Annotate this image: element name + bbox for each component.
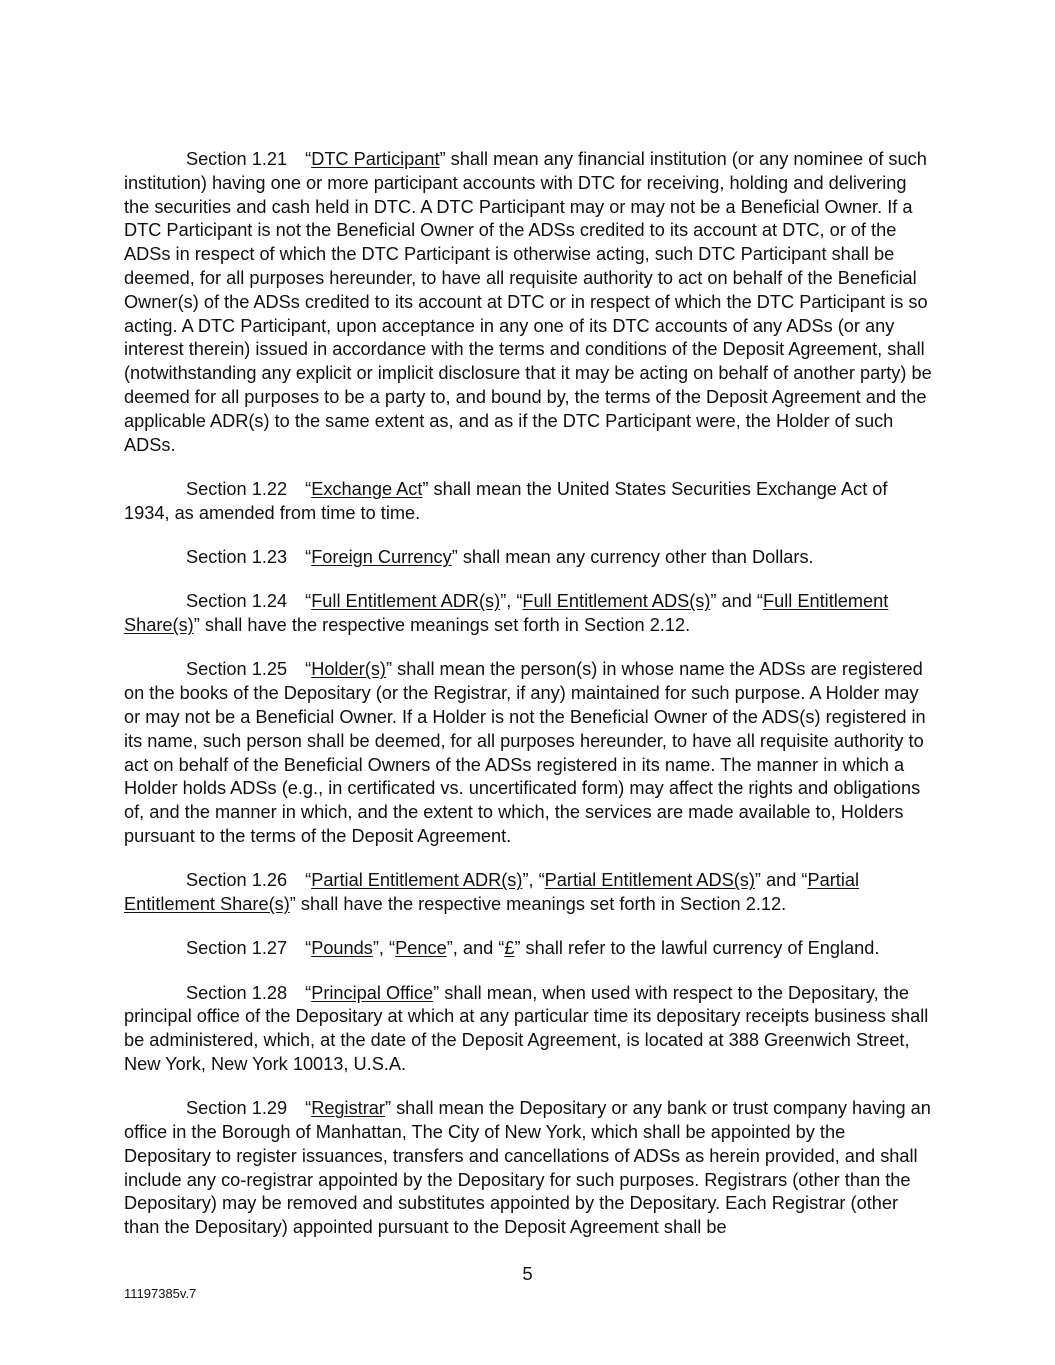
section-1-24 [124, 590, 936, 638]
section-text: shall mean any currency other than Dollars. [457, 546, 814, 567]
defined-term: Full Entitlement Share(s) [124, 591, 889, 636]
section-1-21 [124, 148, 936, 457]
close-quote: ” [385, 659, 393, 680]
section-1-22 [124, 478, 936, 526]
section-number: Section 1.25 [186, 659, 288, 680]
defined-term: Partial Entitlement ADS(s) [544, 870, 755, 891]
close-quote: ” [433, 982, 440, 1003]
term-separator: ”, “ [522, 870, 545, 891]
section-1-26 [124, 869, 936, 917]
close-quote: ” [193, 615, 200, 636]
defined-term: Partial Entitlement Share(s) [124, 870, 860, 915]
defined-term: Full Entitlement ADS(s) [522, 591, 711, 612]
open-quote: “ [305, 149, 312, 169]
section-1-25 [124, 658, 936, 848]
open-quote: “ [305, 982, 312, 1003]
section-number: Section 1.27 [186, 938, 288, 959]
open-quote: “ [305, 938, 312, 959]
term-separator: ” and “ [710, 591, 763, 612]
open-quote: “ [305, 478, 312, 499]
section-text: shall mean, when used with respect to the Depositary, the principal office of the Depositary at which at any particular time its depositary receipts business shall be administered, which, at the date of the Deposit Agreement, is located at 388 Greenwich Street, New York, New York 10013, U.S.A. [124, 982, 929, 1074]
section-text: shall have the respective meanings set forth in Section 2.12. [199, 615, 691, 636]
defined-term: Partial Entitlement ADR(s) [311, 870, 523, 891]
defined-term: Exchange Act [311, 478, 423, 499]
section-number: Section 1.24 [186, 591, 288, 612]
close-quote: ” [289, 894, 296, 915]
defined-term: Holder(s) [311, 659, 386, 680]
section-text: shall mean the United States Securities Exchange Act of 1934, as amended from time to time. [124, 478, 888, 523]
section-number: Section 1.28 [186, 982, 288, 1003]
section-text: shall mean the person(s) in whose name the ADSs are registered on the books of the Depositary (or the Registrar, if any) maintained for such purpose. A Holder may or may not be a Beneficial Owner. If a Holder is not the Beneficial Owner of the ADS(s) registered in its name, such person shall be deemed, for all purposes hereunder, to have all requisite authority to act on behalf of the Beneficial Owners of the ADSs registered in its name. The manner in which a Holder holds ADSs (e.g., in certificated vs. uncertificated form) may affect the rights and obligations of, and the manner in which, and the extent to which, the services are made available to, Holders pursuant to the terms of the Deposit Agreement. [124, 659, 926, 846]
term-separator: ”, “ [372, 938, 396, 959]
section-number: Section 1.26 [186, 870, 288, 891]
section-text: shall refer to the lawful currency of England. [520, 938, 880, 959]
section-text: shall mean the Depositary or any bank or trust company having an office in the Borough of Manhattan, The City of New York, which shall be appointed by the Depositary to register issuances, transfers and cancellations of ADSs as herein provided, and shall include any co-registrar appointed by the Depositary for such purposes. Registrars (other than the Depositary) may be removed and substitutes appointed by the Depositary. Each Registrar (other than the Depositary) appointed pursuant to the Deposit Agreement shall be [124, 1098, 931, 1238]
term-separator: ”, and “ [446, 938, 505, 959]
section-text: shall have the respective meanings set forth in Section 2.12. [295, 894, 787, 915]
page-number: 5 [522, 1263, 533, 1284]
section-number: Section 1.23 [186, 546, 288, 567]
section-1-27 [124, 937, 936, 961]
section-number: Section 1.29 [186, 1098, 288, 1119]
section-number: Section 1.22 [186, 478, 288, 499]
open-quote: “ [305, 870, 312, 891]
document-id: 11197385v.7 [124, 1286, 197, 1301]
section-number: Section 1.21 [186, 149, 288, 169]
close-quote: ” [422, 478, 429, 499]
defined-term: Full Entitlement ADR(s) [311, 591, 501, 612]
defined-term: Principal Office [311, 982, 434, 1003]
defined-term: Registrar [311, 1098, 385, 1119]
section-1-23 [124, 546, 936, 570]
defined-term: DTC Participant [311, 149, 440, 169]
defined-term: Foreign Currency [311, 546, 452, 567]
close-quote: ” [451, 546, 458, 567]
defined-term: Pounds [311, 938, 373, 959]
close-quote: ” [439, 149, 446, 169]
section-1-29 [124, 1097, 936, 1240]
open-quote: “ [305, 1098, 312, 1119]
document-body [124, 148, 936, 1261]
section-1-28 [124, 982, 936, 1077]
section-text: shall mean any financial institution (or any nominee of such institution) having one or more participant accounts with DTC for receiving, holding and delivering the securities and cash held in DTC. A DTC Participant may or may not be a Beneficial Owner. If a DTC Participant is not the Beneficial Owner of the ADSs credited to its account at DTC, or of the ADSs in respect of which the DTC Participant is otherwise acting, such DTC Participant shall be deemed, for all purposes hereunder, to have all requisite authority to act on behalf of the Beneficial Owner(s) of the ADSs credited to its account at DTC or in respect of which the DTC Participant is so acting. A DTC Participant, upon acceptance in any one of its DTC accounts of any ADSs (or any interest therein) issued in accordance with the terms and conditions of the Deposit Agreement, shall (notwithstanding any explicit or implicit disclosure that it may be acting on behalf of another party) be deemed for all purposes to be a party to, and bound by, the terms of the Deposit Agreement and the applicable ADR(s) to the same extent as, and as if the DTC Participant were, the Holder of such ADSs. [124, 149, 932, 455]
open-quote: “ [305, 546, 312, 567]
defined-term: £ [504, 938, 515, 959]
close-quote: ” [384, 1098, 392, 1119]
open-quote: “ [305, 659, 312, 680]
term-separator: ” and “ [754, 870, 808, 891]
close-quote: ” [514, 938, 521, 959]
term-separator: ”, “ [500, 591, 523, 612]
open-quote: “ [305, 591, 312, 612]
defined-term: Pence [395, 938, 447, 959]
